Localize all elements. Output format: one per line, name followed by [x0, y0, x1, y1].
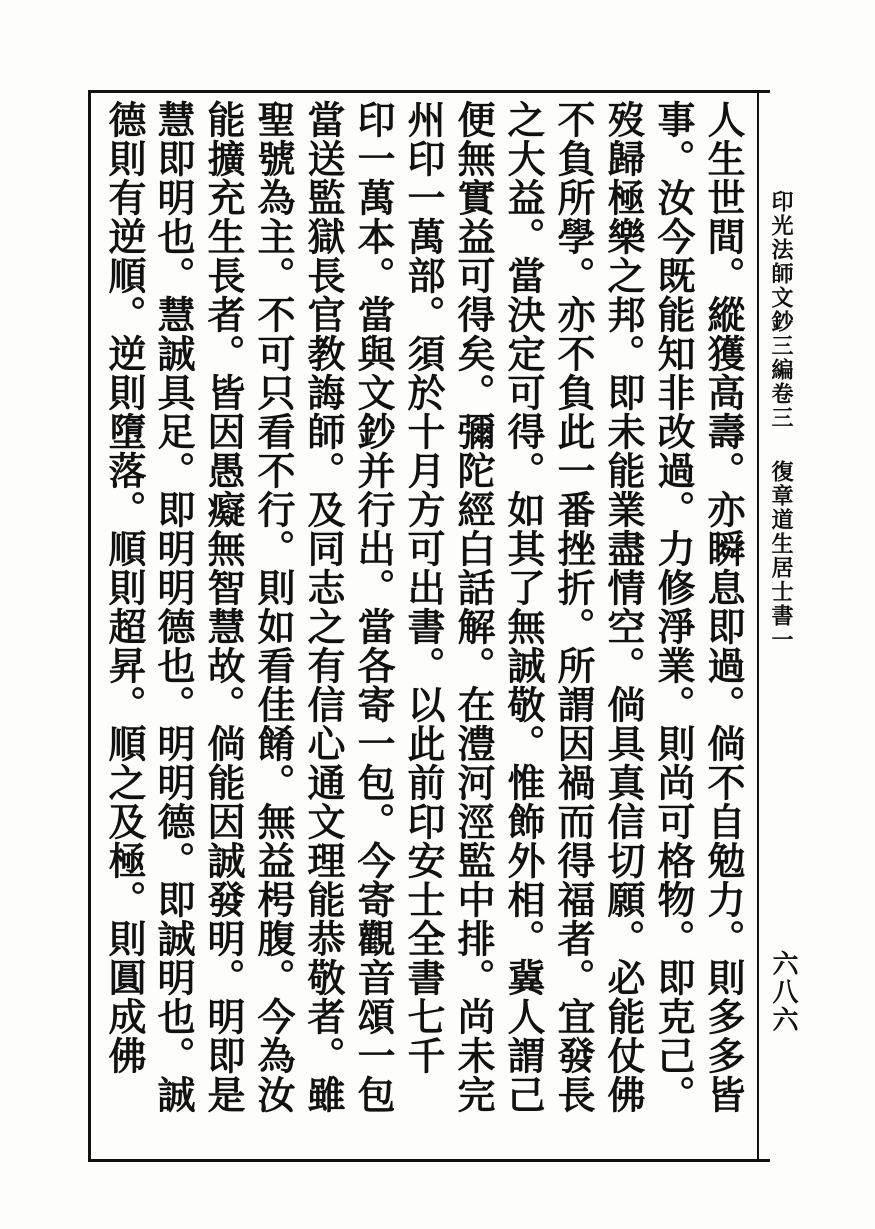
book-title: 印光法師文鈔三編卷三 [768, 190, 794, 430]
text-column-5: 之大益。當決定可得。如其了無誠敬。惟飾外相。冀人謂己 [501, 100, 546, 1114]
text-column-8: 印一萬本。當與文鈔并行出。當各寄一包。今寄觀音頌一包 [351, 100, 396, 1114]
text-column-9: 當送監獄長官教誨師。及同志之有信心通文理能恭敬者。雖 [301, 100, 346, 1114]
text-column-7: 州印一萬部。須於十月方可出書。以此前印安士全書七千 [401, 100, 446, 1075]
text-column-3: 歿歸極樂之邦。即未能業盡情空。倘具真信切願。必能仗佛 [601, 100, 646, 1114]
text-column-6: 便無實益可得矣。彌陀經白話解。在澧河涇監中排。尚未完 [451, 100, 496, 1114]
text-column-4: 不負所學。亦不負此一番挫折。所謂因禍而得福者。宜發長 [551, 100, 596, 1114]
frame-top-border [90, 90, 770, 93]
body-text [96, 100, 751, 1150]
text-column-10: 聖號為主。不可只看不行。則如看佳餚。無益枵腹。今為汝 [251, 100, 296, 1114]
frame-left-border [88, 90, 91, 1162]
text-column-13: 德則有逆順。逆則墮落。順則超昇。順之及極。則圓成佛 [102, 100, 147, 1075]
running-header [764, 190, 804, 1060]
frame-bottom-border [90, 1159, 770, 1162]
text-column-1: 人生世間。縱獲高壽。亦瞬息即過。倘不自勉力。則多多皆 [701, 100, 746, 1114]
page-number: 六八六 [768, 950, 798, 1034]
text-column-11: 能擴充生長者。皆因愚癡無智慧故。倘能因誠發明。明即是 [201, 100, 246, 1114]
chapter-title: 復章道生居士書一 [768, 460, 794, 652]
text-column-2: 事。汝今既能知非改過。力修淨業。則尚可格物。即克己。 [651, 100, 696, 1114]
header-divider-line [757, 90, 759, 1162]
text-column-12: 慧即明也。慧誠具足。即明明德也。明明德。即誠明也。誠 [151, 100, 196, 1114]
